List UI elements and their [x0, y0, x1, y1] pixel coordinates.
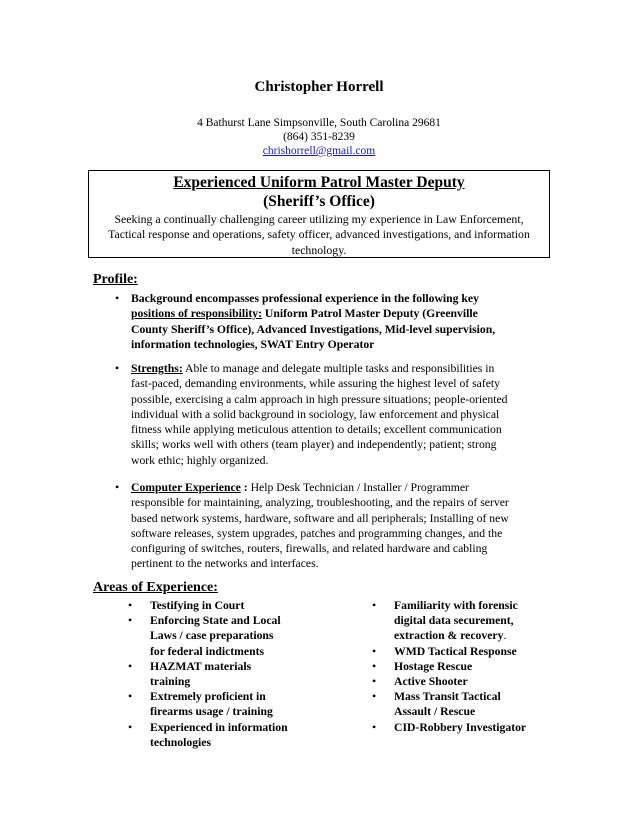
areas-item-line: CID-Robbery Investigator — [394, 720, 527, 734]
text-line: possible, exercising a calm approach in high pressure situations; people-oriented — [131, 392, 508, 406]
candidate-name: Christopher Horrell — [254, 79, 384, 95]
trailing-period: . — [503, 629, 507, 643]
summary-box — [88, 170, 550, 258]
areas-item-line: Enforcing State and Local — [150, 614, 281, 628]
areas-item-line: Familiarity with forensic — [394, 599, 518, 612]
areas-left-item — [128, 598, 328, 613]
areas-item-line: training — [150, 675, 191, 689]
bullet-icon: • — [128, 658, 133, 673]
text-line — [131, 480, 539, 495]
areas-item-line: Active Shooter — [394, 675, 468, 689]
bullet-icon: • — [128, 689, 133, 704]
areas-item-line: Laws / case preparations — [150, 629, 274, 643]
areas-item-line: firearms usage / training — [150, 705, 273, 719]
bullet-icon: • — [372, 674, 377, 689]
summary-line: Tactical response and operations, safety officer, advanced investigations, and information — [108, 227, 530, 242]
areas-item-line: Extremely proficient in — [150, 690, 266, 704]
areas-right-item — [372, 689, 572, 719]
text-line: individual with a solid background in sociology, law enforcement and physical — [131, 407, 500, 421]
text-line: Background encompasses professional experience in the following key — [131, 292, 479, 305]
summary-line: technology. — [291, 242, 347, 257]
profile-item-text — [131, 291, 539, 352]
profile-item-text — [131, 480, 539, 572]
text-line — [131, 361, 539, 376]
text-line: work ethic; highly organized. — [131, 453, 269, 467]
areas-item-line: Hostage Rescue — [394, 659, 473, 673]
areas-item-line: Testifying in Court — [150, 599, 245, 612]
summary-line: Seeking a continually challenging career utilizing my experience in Law Enforcement, — [114, 212, 524, 226]
areas-item-line: extraction & recovery. — [394, 629, 507, 643]
areas-item-line: technologies — [150, 735, 212, 749]
areas-item-line: Experienced in information — [150, 720, 288, 734]
summary-subtitle: (Sheriff’s Office) — [263, 193, 375, 210]
strengths-label: Strengths: — [131, 362, 183, 375]
summary-title: Experienced Uniform Patrol Master Deputy — [173, 174, 465, 191]
text-line: pertinent to the networks and interfaces. — [131, 557, 319, 571]
areas-item-line: WMD Tactical Response — [394, 644, 517, 658]
areas-left-item — [128, 659, 328, 689]
text-line: fast-paced, demanding environments, while assuring the highest level of safety — [131, 377, 501, 391]
email-line — [0, 145, 638, 157]
areas-right-item — [372, 598, 572, 644]
areas-item-line: Assault / Rescue — [394, 705, 476, 719]
areas-heading: Areas of Experience: — [93, 580, 218, 595]
bullet-icon: • — [372, 719, 377, 734]
phone: (864) 351-8239 — [283, 131, 355, 143]
areas-left-item — [128, 720, 328, 750]
areas-right-item — [372, 644, 572, 659]
text-run: Help Desk Technician / Installer / Programmer — [250, 481, 469, 494]
text-line: County Sheriff’s Office), Advanced Investigations, Mid-level supervision, — [131, 322, 496, 336]
areas-left-column — [128, 598, 328, 750]
bullet-icon: • — [372, 689, 377, 704]
bullet-icon: • — [372, 598, 377, 612]
text-line: software releases, system upgrades, patches and programming changes, and the — [131, 526, 503, 540]
profile-heading: Profile: — [93, 272, 138, 287]
text-line: fitness while applying meticulous attention to details; excellent communication — [131, 423, 502, 437]
areas-item-line: digital data securement, — [394, 614, 514, 628]
summary-text — [91, 212, 547, 258]
areas-right-item — [372, 720, 572, 735]
email-link[interactable]: chrishorrell@gmail.com — [262, 145, 376, 157]
areas-right-column — [372, 598, 572, 735]
areas-left-item — [128, 689, 328, 719]
text-line: information technologies, SWAT Entry Operator — [131, 337, 375, 351]
text-line: responsible for maintaining, analyzing, troubleshooting, and the repairs of server — [131, 496, 509, 510]
bullet-icon: • — [128, 719, 133, 734]
bullet-icon: • — [372, 658, 377, 673]
bullet-icon: • — [128, 598, 133, 612]
text-line: based network systems, hardware, software and all peripherals; Installing of new — [131, 511, 509, 525]
text-line — [131, 306, 539, 321]
areas-item-line: Mass Transit Tactical — [394, 690, 501, 704]
computer-label: Computer Experience — [131, 481, 241, 494]
address: 4 Bathurst Lane Simpsonville, South Carolina 29681 — [197, 117, 441, 129]
bullet-icon: • — [115, 291, 120, 305]
text-line: configuring of switches, routers, firewalls, and related hardware and cabling — [131, 542, 488, 556]
bullet-icon: • — [115, 480, 120, 494]
bullet-icon: • — [128, 613, 133, 628]
text-run: : — [240, 481, 251, 494]
positions-label: positions of responsibility: — [131, 307, 262, 321]
areas-right-item — [372, 659, 572, 674]
text-line: skills; works well with others (team player) and independently; patient; strong — [131, 438, 497, 452]
areas-right-item — [372, 674, 572, 689]
text-run: Able to manage and delegate multiple tasks and responsibilities in — [182, 362, 495, 375]
areas-item-line: HAZMAT materials — [150, 659, 252, 673]
areas-item-line: for federal indictments — [150, 644, 265, 658]
text-run: Uniform Patrol Master Deputy (Greenville — [261, 307, 478, 321]
bullet-icon: • — [115, 361, 120, 375]
profile-item-text — [131, 361, 539, 468]
areas-left-item — [128, 613, 328, 659]
bullet-icon: • — [372, 643, 377, 658]
